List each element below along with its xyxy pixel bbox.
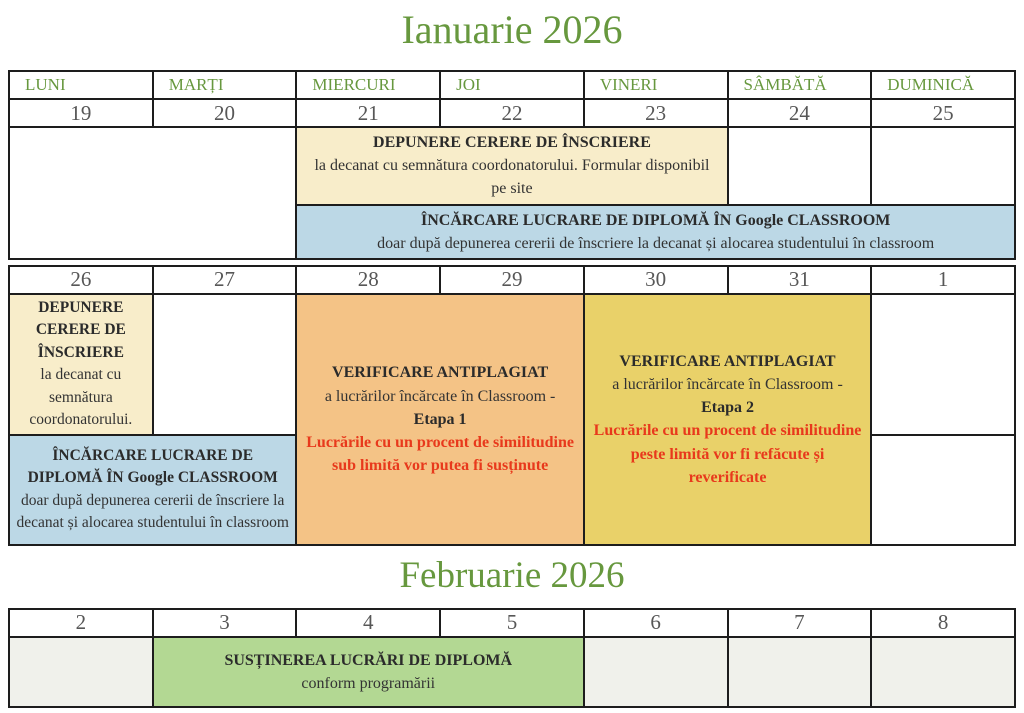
january-week2-dates-row <box>9 266 1015 294</box>
event-subtitle: a lucrărilor încărcate în Classroom - <box>324 387 556 405</box>
date-cell: 23 <box>584 99 728 127</box>
date-cell: 21 <box>296 99 440 127</box>
weekday-monday: LUNI <box>9 71 153 99</box>
event-warning-note: Lucrările cu un procent de similitudine sub limită vor putea fi susținute <box>306 433 574 475</box>
january-week1-event-row-1 <box>9 127 1015 205</box>
event-defense <box>153 637 584 707</box>
event-body: la decanat cu semnătura coordonatorului. <box>29 366 133 429</box>
date-cell: 31 <box>728 266 872 294</box>
date-cell: 24 <box>728 99 872 127</box>
event-body: la decanat cu semnătura coordonatorului. Formular disponibil pe site <box>314 157 710 198</box>
event-stage: Etapa 2 <box>701 399 754 417</box>
date-cell: 20 <box>153 99 297 127</box>
january-week1-table <box>8 70 1016 260</box>
date-cell: 1 <box>871 266 1015 294</box>
empty-day-cell-sat <box>728 127 872 205</box>
empty-day-cell-mon <box>9 637 153 707</box>
event-title: DEPUNERE CERERE DE ÎNSCRIERE <box>373 134 651 151</box>
event-title: VERIFICARE ANTIPLAGIAT <box>619 352 836 370</box>
empty-day-cell-tue <box>153 294 297 435</box>
weekday-wednesday: MIERCURI <box>296 71 440 99</box>
weekday-header-row <box>9 71 1015 99</box>
empty-day-cell-sun-top <box>871 294 1015 435</box>
empty-day-cell-sun <box>871 637 1015 707</box>
event-title: SUSȚINEREA LUCRĂRI DE DIPLOMĂ <box>224 651 513 669</box>
january-title: Ianuarie 2026 <box>401 7 623 52</box>
empty-day-cell-sun <box>871 127 1015 205</box>
event-title: ÎNCĂRCARE LUCRARE DE DIPLOMĂ ÎN Google CLASSROOM <box>421 211 891 229</box>
event-warning-note: Lucrările cu un procent de similitudine peste limită vor fi refăcute și reverificate <box>593 422 862 486</box>
weekday-sunday: DUMINICĂ <box>871 71 1015 99</box>
weekday-saturday: SÂMBĂTĂ <box>728 71 872 99</box>
date-cell: 30 <box>584 266 728 294</box>
date-cell: 6 <box>584 609 728 637</box>
event-body: doar după depunerea cererii de înscriere la decanat și alocarea studentului în classroom <box>377 234 935 252</box>
date-cell: 25 <box>871 99 1015 127</box>
weekday-friday: VINERI <box>584 71 728 99</box>
date-cell: 26 <box>9 266 153 294</box>
empty-day-cell-sun-bottom <box>871 435 1015 545</box>
date-cell: 3 <box>153 609 297 637</box>
january-week1-dates-row <box>9 99 1015 127</box>
date-cell: 7 <box>728 609 872 637</box>
empty-day-cell-mon-tue <box>9 127 296 259</box>
event-antiplagiarism-stage1 <box>296 294 583 545</box>
event-title: ÎNCĂRCARE LUCRARE DE DIPLOMĂ ÎN Google CLASSROOM <box>27 446 278 487</box>
event-submission-week2 <box>9 294 153 435</box>
date-cell: 8 <box>871 609 1015 637</box>
event-submission-week1 <box>296 127 727 205</box>
february-title: Februarie 2026 <box>399 554 625 596</box>
january-week2-event-row-1 <box>9 294 1015 435</box>
weekday-thursday: JOI <box>440 71 584 99</box>
event-upload-week1 <box>296 205 1015 259</box>
date-cell: 29 <box>440 266 584 294</box>
weekday-tuesday: MARȚI <box>153 71 297 99</box>
event-upload-week2 <box>9 435 296 545</box>
event-title: DEPUNERE CERERE DE ÎNSCRIERE <box>35 298 126 361</box>
date-cell: 4 <box>296 609 440 637</box>
date-cell: 19 <box>9 99 153 127</box>
date-cell: 22 <box>440 99 584 127</box>
empty-day-cell-sat <box>728 637 872 707</box>
date-cell: 28 <box>296 266 440 294</box>
event-title: VERIFICARE ANTIPLAGIAT <box>332 364 549 382</box>
event-body: doar după depunerea cererii de înscriere la decanat și alocarea studentului în classroom <box>16 491 289 532</box>
february-dates-row <box>9 609 1015 637</box>
event-antiplagiarism-stage2 <box>584 294 871 545</box>
date-cell: 5 <box>440 609 584 637</box>
february-table <box>8 608 1016 708</box>
empty-day-cell-fri <box>584 637 728 707</box>
date-cell: 2 <box>9 609 153 637</box>
event-subtitle: a lucrărilor încărcate în Classroom - <box>612 375 843 393</box>
event-stage: Etapa 1 <box>413 410 467 428</box>
event-body: conform programării <box>301 674 436 692</box>
february-event-row <box>9 637 1015 707</box>
date-cell: 27 <box>153 266 297 294</box>
january-week2-table <box>8 265 1016 546</box>
